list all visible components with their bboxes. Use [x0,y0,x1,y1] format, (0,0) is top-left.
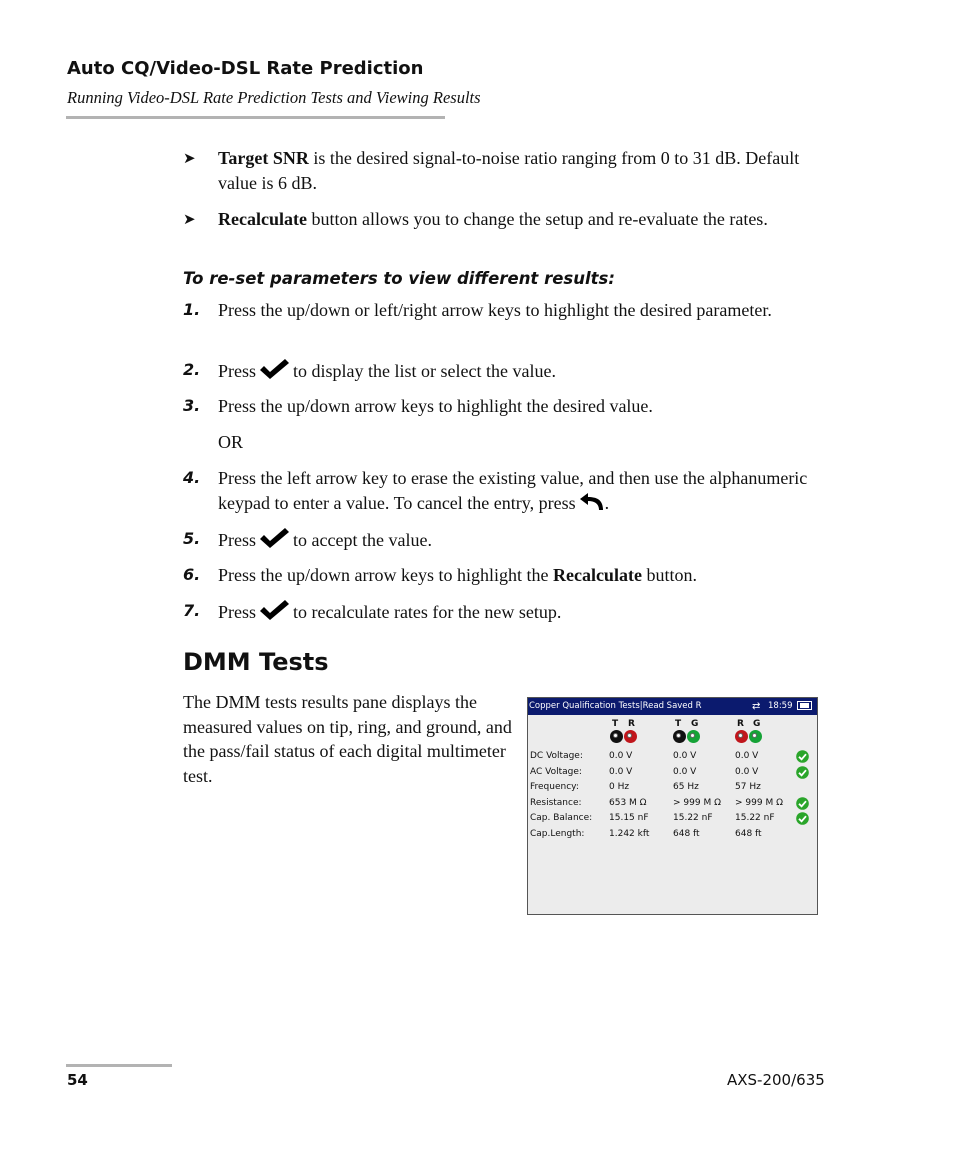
bullet-arrow-icon: ➤ [183,212,196,228]
return-key-icon [579,493,605,511]
step-3 [183,394,833,420]
pair-label-a: T [612,719,619,729]
ring-ground-value: 0.0 V [735,766,759,777]
tip-ground-value: 0.0 V [673,751,697,761]
step-text-before: Press the up/down arrow keys to highlight the [218,565,553,585]
checkmark-key-icon [259,358,290,380]
page-number: 54 [67,1071,88,1089]
header-rule [66,116,445,119]
ring-ground-value: 0.0 V [735,751,759,761]
device-title: Copper Qualification Tests|Read Saved R [529,701,702,711]
step-text-before: Press [218,530,257,550]
tip-ring-value: 1.242 kft [609,828,650,839]
tip-ring-value: 653 M Ω [609,797,647,808]
tip-ground-value: 0.0 V [673,766,697,777]
pass-check-icon [796,750,809,763]
checkmark-key-icon [259,599,290,621]
dmm-result-row [528,751,817,766]
ring-ground-value: 648 ft [735,828,762,839]
transfer-icon: ⇄ [752,701,761,712]
dmm-result-row [528,813,817,828]
pair-label-b: G [753,719,761,729]
tip-ground-value: 648 ft [673,828,700,839]
step-text-bold: Recalculate [552,565,642,585]
step-2 [183,358,833,384]
device-clock: 18:59 [768,701,793,711]
procedure-heading: To re-set parameters to view different results: [183,269,615,288]
step-number: 5. [183,529,201,548]
measurement-label: DC Voltage: [530,751,583,761]
bullet-term: Recalculate [218,209,307,229]
bullet-text: is the desired signal-to-noise ratio ranging from 0 to 31 dB. Default value is 6 dB. [218,148,800,193]
measurement-label: Resistance: [530,797,582,808]
measurement-label: Frequency: [530,782,579,792]
step-number: 6. [183,565,201,584]
tip-terminal-icon [673,730,686,743]
ground-terminal-icon [687,730,700,743]
tip-ring-value: 0 Hz [609,782,630,792]
bullet-recalculate [183,207,833,257]
pass-check-icon [796,797,809,810]
pair-label-b: G [691,719,699,729]
product-model: AXS-200/635 [727,1071,825,1089]
ring-ground-value: 57 Hz [735,782,761,792]
dmm-results-screenshot [527,697,818,915]
step-text-after: . [604,492,610,513]
step-number: 7. [183,601,201,620]
pair-label-b: R [628,719,635,729]
ground-terminal-icon [749,730,762,743]
pair-label-a: T [675,719,682,729]
tip-ring-value: 15.15 nF [609,813,649,823]
ring-terminal-icon [735,730,748,743]
step-text-after: to display the list or select the value. [293,361,556,381]
pass-check-icon [796,766,809,779]
tip-ground-value: > 999 M Ω [673,797,721,808]
step-text: Press the left arrow key to erase the existing value, and then use the alphanumeric keypad to enter a value. To cancel the entry, press [218,468,808,513]
step-text-before: Press [218,361,257,381]
or-separator: OR [218,432,244,452]
tip-ground-value: 65 Hz [673,782,699,792]
step-1 [183,298,833,348]
step-6 [183,563,833,589]
dmm-result-row [528,798,817,813]
pair-label-a: R [737,719,744,729]
bullet-text: button allows you to change the setup and re-evaluate the rates. [306,209,768,229]
step-number: 3. [183,396,201,415]
measurement-label: Cap. Balance: [530,813,593,823]
step-text: Press the up/down or left/right arrow keys to highlight the desired parameter. [218,300,772,320]
chapter-title: Auto CQ/Video-DSL Rate Prediction [67,58,424,79]
footer-rule [66,1064,172,1067]
step-text-after: button. [641,565,697,585]
section-subtitle: Running Video-DSL Rate Prediction Tests and Viewing Results [67,88,481,107]
pass-check-icon [796,812,809,825]
bullet-target-snr [183,146,833,196]
dmm-result-row [528,782,817,797]
dmm-result-row [528,829,817,844]
step-4 [183,466,833,516]
tip-ring-value: 0.0 V [609,766,633,777]
checkmark-key-icon [259,527,290,549]
bullet-term: Target SNR [218,148,309,168]
device-title-bar [528,698,817,715]
step-text: Press the up/down arrow keys to highlight the desired value. [218,396,653,416]
ring-ground-value: 15.22 nF [735,813,775,823]
bullet-arrow-icon: ➤ [183,151,196,167]
step-number: 4. [183,468,201,487]
measurement-label: Cap.Length: [530,828,585,839]
tip-terminal-icon [610,730,623,743]
battery-icon [797,701,812,710]
step-text-after: to accept the value. [293,530,432,550]
ring-ground-value: > 999 M Ω [735,797,783,808]
dmm-heading: DMM Tests [183,648,329,676]
step-text-after: to recalculate rates for the new setup. [293,602,562,622]
step-text-before: Press [218,602,257,622]
dmm-description: The DMM tests results pane displays the measured values on tip, ring, and ground, and the pass/fail status of each digital multimeter test. [183,692,512,786]
step-number: 2. [183,360,201,379]
tip-ground-value: 15.22 nF [673,813,713,823]
step-number: 1. [183,300,201,319]
ring-terminal-icon [624,730,637,743]
step-7 [183,599,833,625]
dmm-result-row [528,767,817,782]
measurement-label: AC Voltage: [530,766,582,777]
tip-ring-value: 0.0 V [609,751,633,761]
step-5 [183,527,833,553]
